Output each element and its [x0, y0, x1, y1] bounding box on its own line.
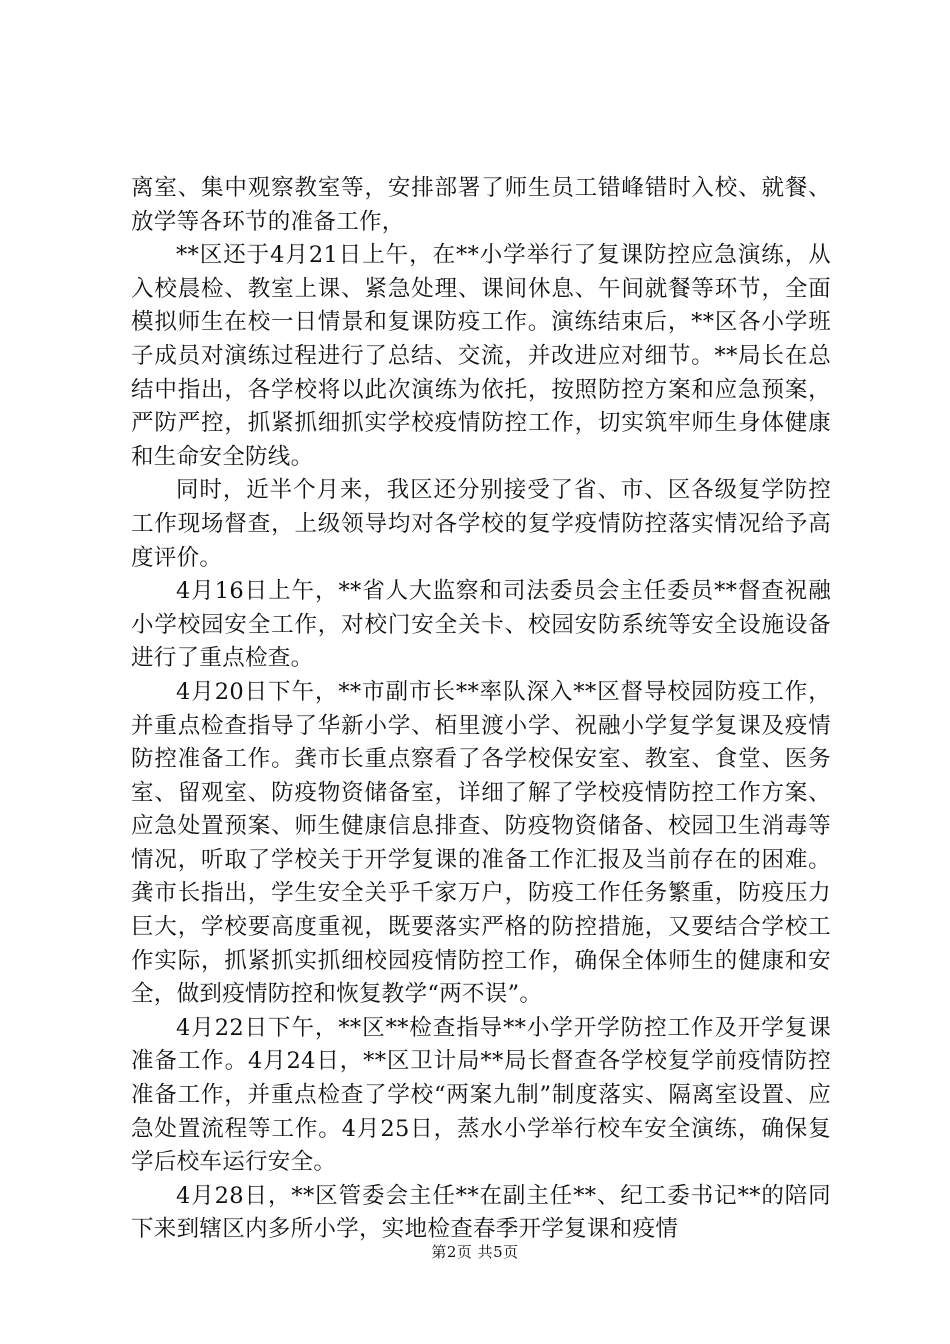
paragraph-april-16: 4月16日上午，**省人大监察和司法委员会主任委员**督查祝融小学校园安全工作，对校门安全关卡、校园安防系统等安全设施设备进行了重点检查。 [131, 578, 831, 672]
paragraph-april-28: 4月28日，**区管委会主任**在副主任**、纪工委书记**的陪同下来到辖区内多所小学，实地检查春季开学复课和疫情 [131, 1182, 831, 1243]
paragraph-inspections: 同时，近半个月来，我区还分别接受了省、市、区各级复学防控工作现场督查，上级领导均对各学校的复学疫情防控落实情况给予高度评价。 [131, 477, 831, 571]
document-body [131, 172, 831, 1247]
paragraph-drill: **区还于4月21日上午，在**小学举行了复课防控应急演练，从入校晨检、教室上课、紧急处理、课间休息、午间就餐等环节，全面模拟师生在校一日情景和复课防疫工作。演练结束后，**区各小学班子成员对演练过程进行了总结、交流，并改进应对细节。**局长在总结中指出，各学校将以此次演练为依托，按照防控方案和应急预案，严防严控，抓紧抓细抓实学校疫情防控工作，切实筑牢师生身体健康和生命安全防线。 [131, 242, 831, 470]
paragraph-continuation: 离室、集中观察教室等，安排部署了师生员工错峰错时入校、就餐、放学等各环节的准备工作， [131, 175, 831, 235]
page-number-footer: 第2页 共5页 [431, 1243, 519, 1261]
paragraph-april-22: 4月22日下午，**区**检查指导**小学开学防控工作及开学复课准备工作。4月24日，**区卫计局**局长督查各学校复学前疫情防控准备工作，并重点检查了学校“两案九制”制度落实、隔离室设置、应急处置流程等工作。4月25日，蒸水小学举行校车安全演练，确保复学后校车运行安全。 [131, 1014, 831, 1176]
paragraph-april-20: 4月20日下午，**市副市长**率队深入**区督导校园防疫工作，并重点检查指导了华新小学、栢里渡小学、祝融小学复学复课及疫情防控准备工作。龚市长重点察看了各学校保安室、教室、食堂、医务室、留观室、防疫物资储备室，详细了解了学校疫情防控工作方案、应急处置预案、师生健康信息排查、防疫物资储备、校园卫生消毒等情况，听取了学校关于开学复课的准备工作汇报及当前存在的困难。龚市长指出，学生安全关乎千家万户，防疫工作任务繁重，防疫压力巨大，学校要高度重视，既要落实严格的防控措施，又要结合学校工作实际，抓紧抓实抓细校园疫情防控工作，确保全体师生的健康和安全，做到疫情防控和恢复教学“两不误”。 [131, 678, 831, 1008]
